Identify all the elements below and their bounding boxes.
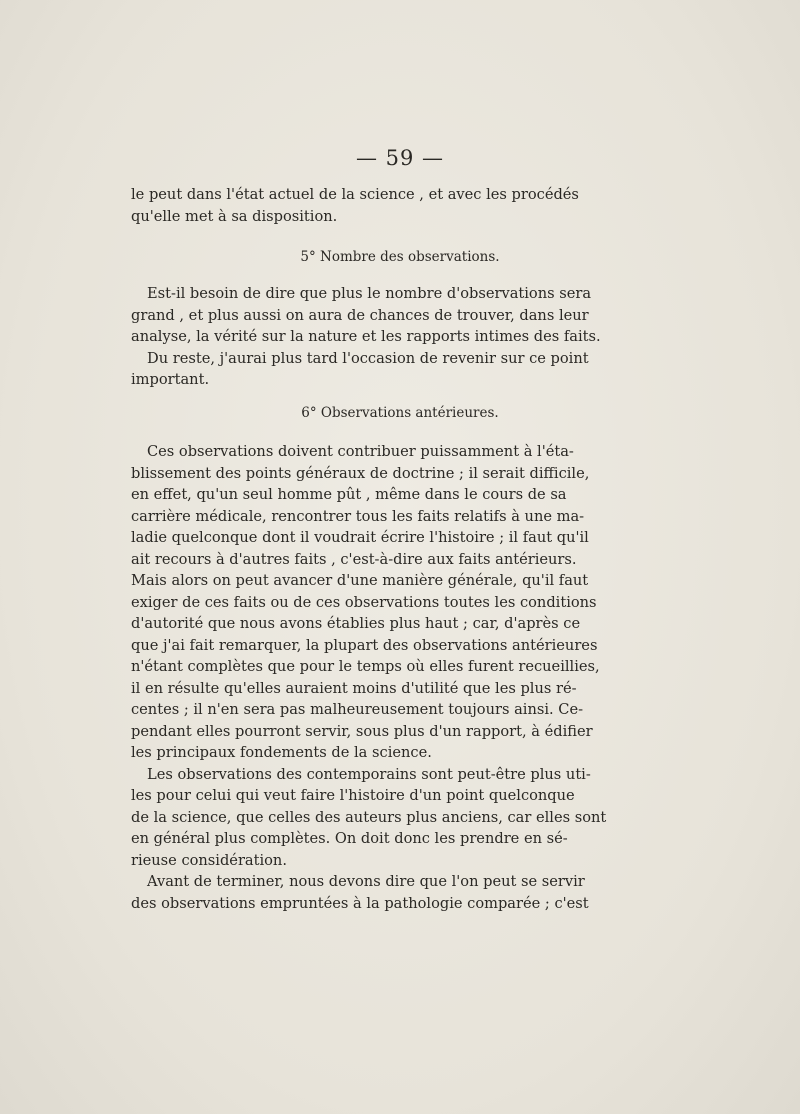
text-line: Est-il besoin de dire que plus le nombre d'observations sera xyxy=(147,285,592,302)
text-line: analyse, la vérité sur la nature et les rapports intimes des faits. xyxy=(131,328,601,345)
text-line: en général plus complètes. On doit donc les prendre en sé- xyxy=(131,830,568,847)
text-line: le peut dans l'état actuel de la science , et avec les procédés xyxy=(131,186,579,203)
text-line: en effet, qu'un seul homme pût , même dans le cours de sa xyxy=(131,486,567,503)
text-line: Avant de terminer, nous devons dire que l'on peut se servir xyxy=(147,873,585,890)
text-line: rieuse considération. xyxy=(131,851,287,869)
text-line: important. xyxy=(131,371,210,388)
section-heading-5: 5° Nombre des observations. xyxy=(300,249,500,265)
text-line: ladie quelconque dont il voudrait écrire l'histoire ; il faut qu'il xyxy=(131,529,589,546)
text-line: de la science, que celles des auteurs plus anciens, car elles sont xyxy=(131,808,607,826)
text-line: des observations empruntées à la pathologie comparée ; c'est xyxy=(131,894,589,912)
text-line: grand , et plus aussi on aura de chances de trouver, dans leur xyxy=(131,306,589,324)
section-5-body xyxy=(131,283,601,391)
text-line: blissement des points généraux de doctrine ; il serait difficile, xyxy=(131,464,590,482)
text-line: Mais alors on peut avancer d'une manière générale, qu'il faut xyxy=(131,572,589,589)
text-line: centes ; il n'en sera pas malheureusement toujours ainsi. Ce- xyxy=(131,701,584,718)
carryover-paragraph xyxy=(131,184,579,227)
text-line: Ces observations doivent contribuer puissamment à l'éta- xyxy=(147,443,574,460)
text-line: Les observations des contemporains sont peut-être plus uti- xyxy=(147,765,591,783)
text-line: ait recours à d'autres faits , c'est-à-dire aux faits antérieurs. xyxy=(131,550,577,568)
text-line: d'autorité que nous avons établies plus haut ; car, d'après ce xyxy=(131,615,581,632)
text-line: les principaux fondements de la science. xyxy=(131,744,432,761)
text-line: n'étant complètes que pour le temps où elles furent recueillies, xyxy=(131,658,600,675)
text-line: que j'ai fait remarquer, la plupart des observations antérieures xyxy=(131,636,598,654)
text-line: Du reste, j'aurai plus tard l'occasion de revenir sur ce point xyxy=(147,349,589,367)
text-line: il en résulte qu'elles auraient moins d'utilité que les plus ré- xyxy=(131,679,577,697)
section-heading-6: 6° Observations antérieures. xyxy=(301,405,499,421)
text-line: les pour celui qui veut faire l'histoire d'un point quelconque xyxy=(131,787,575,804)
text-line: qu'elle met à sa disposition. xyxy=(131,207,338,225)
text-line: exiger de ces faits ou de ces observations toutes les conditions xyxy=(131,593,597,611)
text-line: pendant elles pourront servir, sous plus d'un rapport, à édifier xyxy=(131,722,593,740)
section-6-body xyxy=(131,441,607,914)
page-number: — 59 — xyxy=(355,146,445,170)
text-line: carrière médicale, rencontrer tous les faits relatifs à une ma- xyxy=(131,507,585,525)
